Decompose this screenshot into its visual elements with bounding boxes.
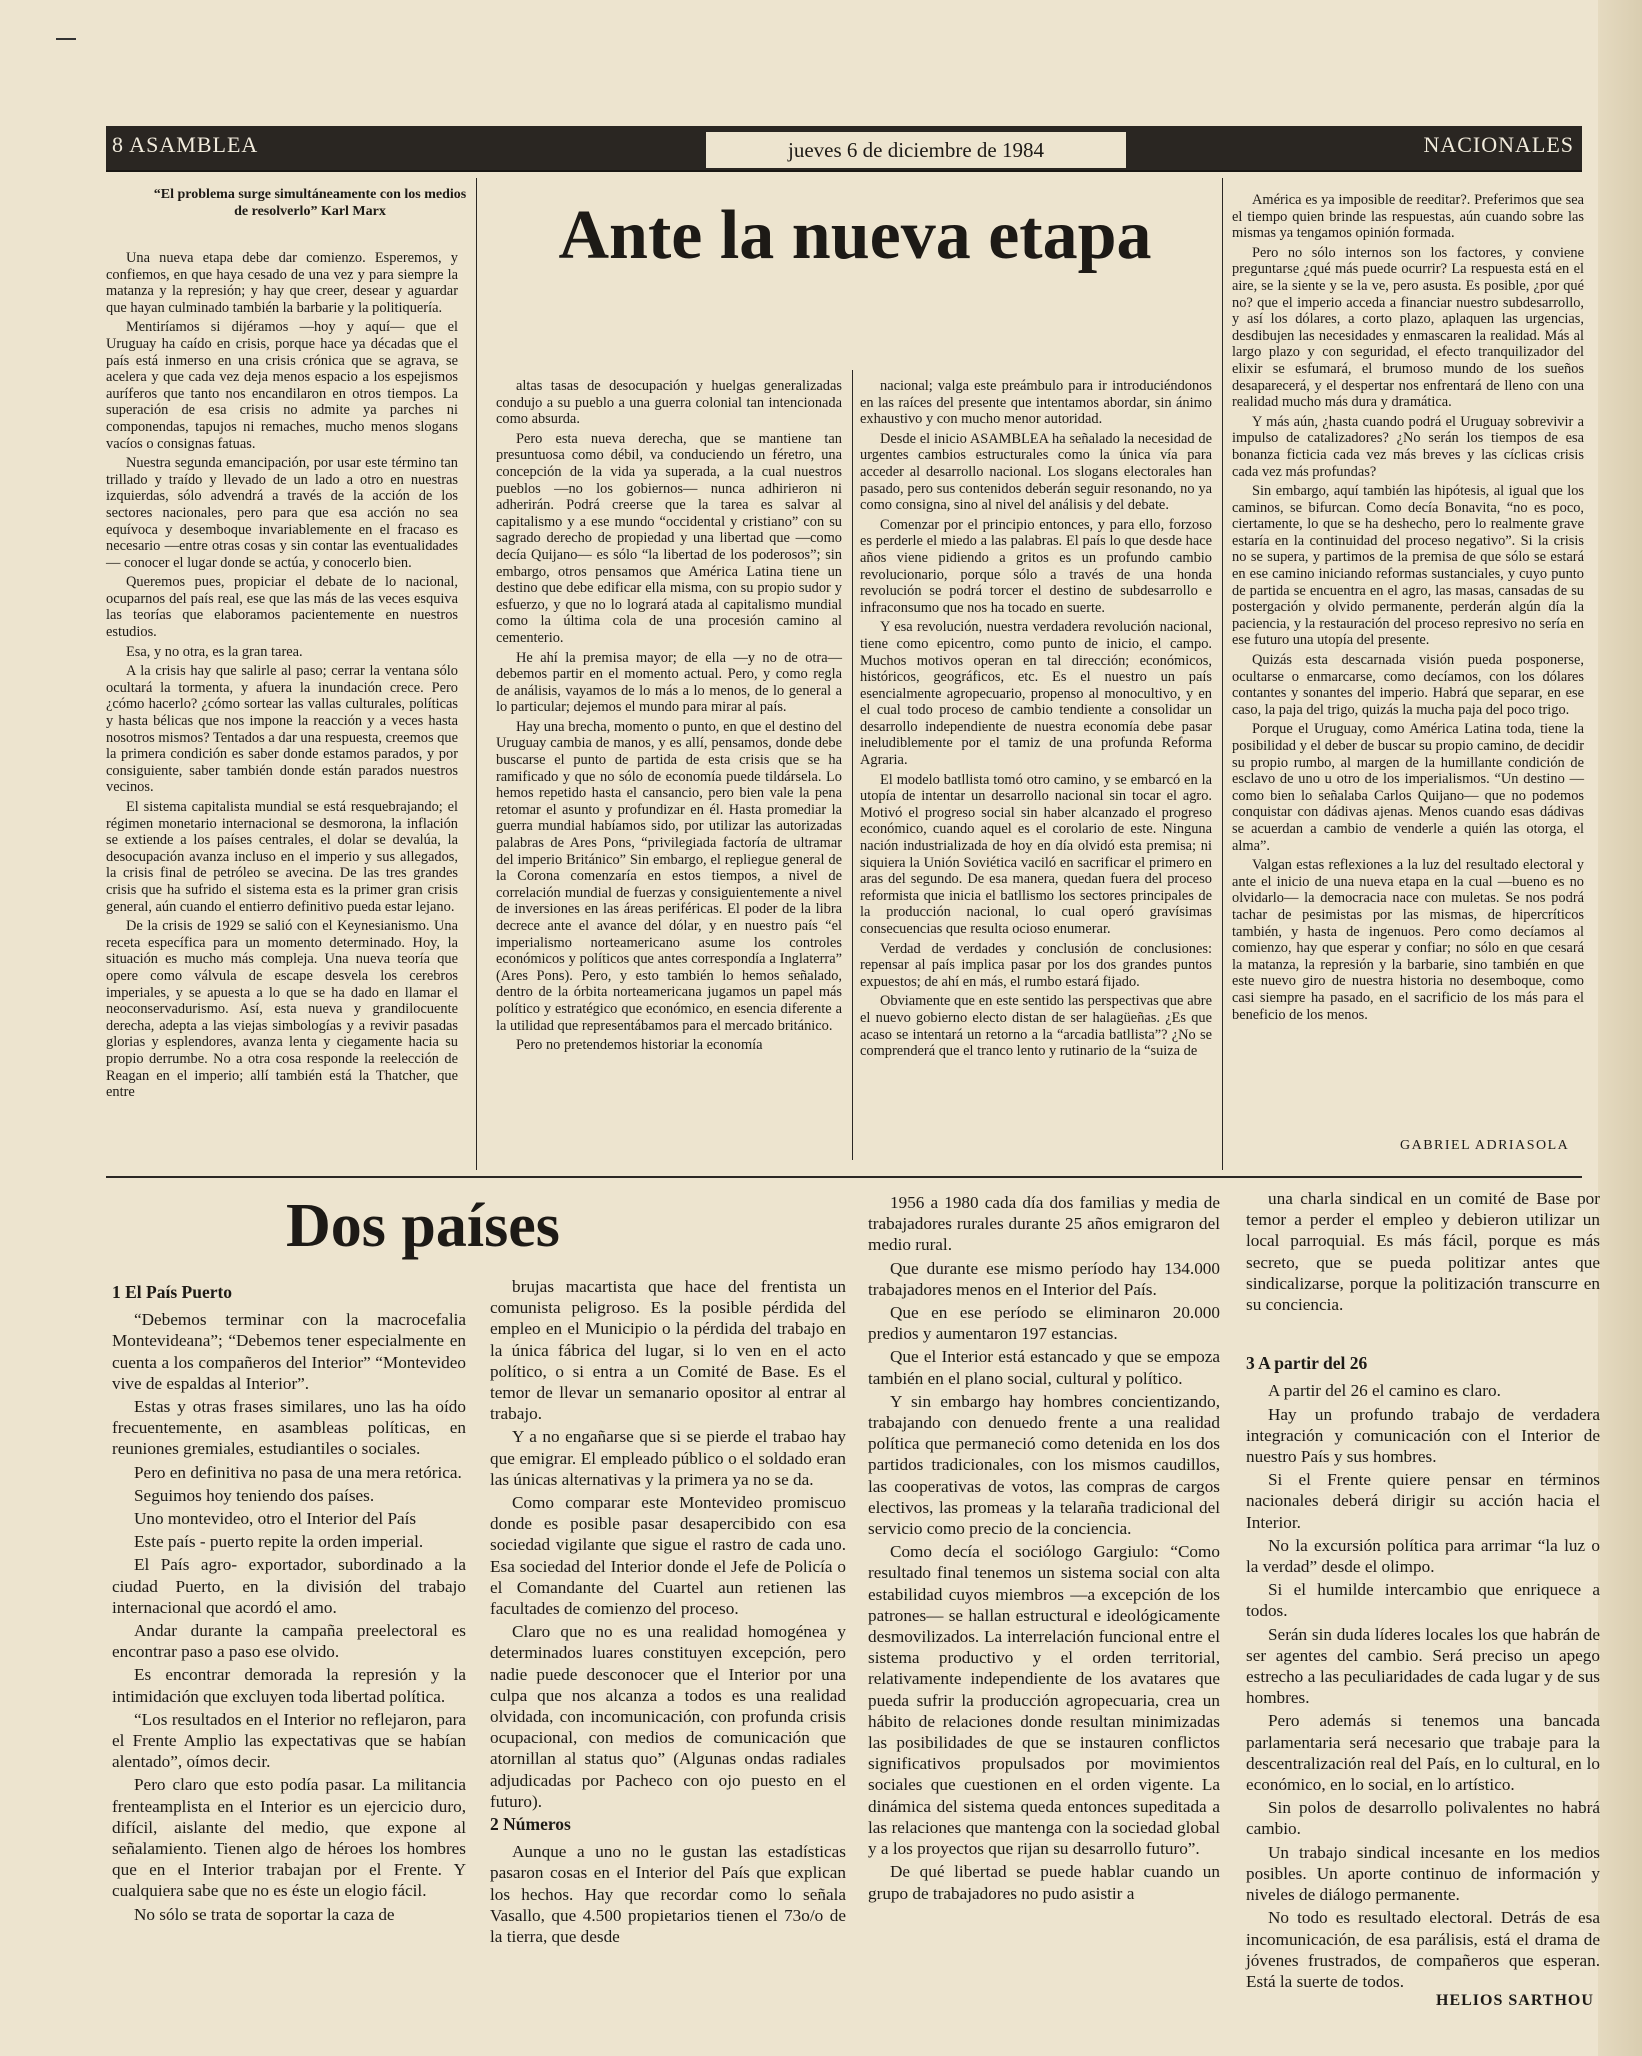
paragraph: Esa, y no otra, es la gran tarea. bbox=[126, 643, 303, 660]
paragraph: El modelo batllista tomó otro camino, y se embarcó en la utopía de intentar un desarrollo nacional sin tocar el agro. Motivó el progreso social sin haber alcanzado el progreso económico, cuando aquel es el corolario de este. Ninguna nación industrializada de hoy en día olvidó esta premisa; ni siquiera la Unión Soviética vaciló en sacrificar el primero en aras del segundo. De esa manera, quedan fuera del proceso reformista que inicia el batllismo los sectores principales de la producción nacional, lo cual operó gravísimas consecuencias que resulta ocioso enumerar. bbox=[860, 771, 1212, 937]
article1-column-1 bbox=[106, 250, 458, 1170]
article1-epigraph: “El problema surge simultáneamente con los medios de resolverlo” Karl Marx bbox=[153, 187, 467, 219]
article2-subheading-1: 1 El País Puerto bbox=[112, 1282, 233, 1302]
page-header bbox=[106, 126, 1582, 172]
article2-headline: Dos países bbox=[286, 1192, 560, 1260]
paragraph: 1956 a 1980 cada día dos familias y media de trabajadores rurales durante 25 años emigraron del medio rural. bbox=[868, 1193, 1220, 1255]
article2-column-2 bbox=[490, 1276, 846, 2016]
paragraph: Sin embargo, aquí también las hipótesis, al igual que los caminos, se bifurcan. Como decía Bonavita, “no es poco, ciertamente, lo que se ha deshecho, pero lo realmente grave estaría en la continuidad del proceso negativo”. Si la crisis no se supera, y partimos de la premisa de que sólo se estará en ese camino iniciando reformas sustanciales, y cuyo punto de partida se encuentra en el agro, las masas, cansadas de su postergación y olvido permanente, perderán algún día la paciencia, y la restauración del proceso represivo no sería en ese futuro una utopía del presente. bbox=[1232, 483, 1584, 649]
paragraph: nacional; valga este preámbulo para ir introduciéndonos en las raíces del presente que intentamos abordar, sin ánimo exhaustivo y con mucho menor autoridad. bbox=[860, 378, 1212, 428]
paragraph: Claro que no es una realidad homogénea y determinados luares constituyen excepción, pero nadie puede desconocer que el Interior por una culpa que nos alcanza a todos es una realidad olvidada, con incomunicación, con profunda crisis ocupacional, con medios de comunicación que atornillan al status quo” (Algunas ondas radiales adjudicadas por Pacheco con ojo puesto en el futuro). bbox=[490, 1622, 846, 1811]
paragraph: El sistema capitalista mundial se está resquebrajando; el régimen monetario internacional se desmorona, la inflación se extiende a los países centrales, el dolar se devalúa, la desocupación avanza incluso en el imperio y sus allegados, la crisis final de petróleo se avecina. De las tres grandes crisis que ha sufrido el sistema esta es la primer gran crisis general, aún cuando el entierro definitivo pueda estar lejano. bbox=[106, 799, 458, 915]
paragraph: Como decía el sociólogo Gargiulo: “Como resultado final tenemos un sistema social con alta estabilidad cuyos miembros —a excepción de los patrones— se hallan estructural e ideológicamente desmovilizados. La interrelación funcional entre el sistema productivo y el orden territorial, relativamente independiente de los avatares que pueda sufrir la producción agropecuaria, crea un hábito de relaciones donde resultan minimizadas las posibilidades de que se instauren conflictos significativos propulsados por movimientos sociales que cuestionen en el orden vigente. La dinámica del sistema queda entonces supeditada a las relaciones que mantenga con la sociedad global y a los proyectos que rijan su desarrollo futuro”. bbox=[868, 1542, 1220, 1859]
section-name: NACIONALES bbox=[1423, 132, 1574, 157]
article2-column-2-text-b bbox=[490, 1841, 846, 1947]
paragraph: Uno montevideo, otro el Interior del País bbox=[134, 1509, 417, 1529]
page-number-masthead: 8 ASAMBLEA bbox=[112, 132, 259, 157]
paragraph: Hay una brecha, momento o punto, en que el destino del Uruguay cambia de manos, y es allí, pensamos, donde debe buscarse el punto de partida de esta crisis que se ha ramificado y que no sólo de economía puede tildársela. Lo hemos repetido hasta el cansancio, pero bien vale la pena retomar el asunto y profundizar en él. Hasta promediar la guerra mundial habíamos sido, por utilizar las autorizadas palabras de Ares Pons, “privilegiada factoría de ultramar del imperio Británico” Sin embargo, el repliegue general de la Corona comenzaría en estos tiempos, a nivel de correlación mundial de fuerzas y consiguientemente a nivel de inversiones en las áreas periféricas. El poder de la libra decrece ante el avance del dólar, y en nuestro país “el imperialismo norteamericano asume los controles económicos y políticos que antes correspondía a Inglaterra” (Ares Pons). Pero, y esto también lo hemos señalado, dentro de la órbita norteamericana jugamos un papel más político y estratégico que económico, en esencia diferente a la utilidad que representábamos para el mercado británico. bbox=[496, 718, 842, 1034]
article2-column-2-text bbox=[490, 1276, 846, 1812]
paragraph: Y esa revolución, nuestra verdadera revolución nacional, tiene como epicentro, como punto de inicio, el campo. Muchos motivos operan en tal dirección; económicos, históricos, geográficos, etc. Es el nuestro un país esencialmente agropecuario, propenso al monocultivo, y en el cual todo proceso de cambio tendiente a consolidar un desarrollo independiente de nuestra economía debe pasar ineludiblemente por el tamiz de una profunda Reforma Agraria. bbox=[860, 619, 1212, 769]
column-rule bbox=[852, 370, 853, 1160]
article2-column-1 bbox=[112, 1282, 466, 2002]
paragraph: Un trabajo sindical incesante en los medios posibles. Un aporte continuo de información y niveles de diálogo permanente. bbox=[1246, 1842, 1600, 1905]
paragraph: brujas macartista que hace del frentista un comunista peligroso. Es la posible pérdida del empleo en el Municipio o la pérdida del trabajo en la única fábrica del lugar, si lo ven en el acto político, o si entra a un Comité de Base. Es el temor de llevar un semanario opositor al entrar al trabajo. bbox=[490, 1277, 846, 1424]
paragraph: Aunque a uno no le gustan las estadísticas pasaron cosas en el Interior del País que explican los hechos. Hay que recordar como lo señala Vasallo, que 4.500 propietarios tienen el 73o/o de la tierra, que desde bbox=[490, 1842, 846, 1947]
column-rule bbox=[476, 178, 477, 1170]
paragraph: Mentiríamos si dijéramos —hoy y aquí— que el Uruguay ha caído en crisis, porque hace ya décadas que el país está inmerso en una crisis crónica que se agrava, se acelera y que cada vez deja menos espacio a los espejismos auríferos que tanto nos encandilaron en otros tiempos. La superación de esa crisis no admite ya parches ni componendas, tapujos ni remaches, mucho menos slogans vacíos o consignas fatuas. bbox=[106, 319, 458, 452]
article1-column-4 bbox=[1232, 192, 1584, 1132]
paragraph: No todo es resultado electoral. Detrás de esa incomunicación, de esa parálisis, está el drama de jóvenes frustrados, de compañeros que esperan. Está la suerte de todos. bbox=[1246, 1908, 1600, 1991]
paragraph: Que durante ese mismo período hay 134.000 trabajadores menos en el Interior del País. bbox=[868, 1258, 1220, 1299]
article1-column-3 bbox=[860, 378, 1212, 1168]
paragraph: Es encontrar demorada la represión y la intimidación que excluyen toda libertad política. bbox=[112, 1665, 466, 1706]
article2-subheading-3: 3 A partir del 26 bbox=[1246, 1353, 1368, 1374]
paragraph: “Los resultados en el Interior no reflejaron, para el Frente Amplio las expectativas que se habían alentado”, oímos decir. bbox=[112, 1709, 466, 1772]
paragraph: Que en ese período se eliminaron 20.000 predios y aumentaron 197 estancias. bbox=[868, 1303, 1220, 1344]
article1-headline: Ante la nueva etapa bbox=[558, 197, 1152, 274]
paragraph: Pero además si tenemos una bancada parlamentaria será necesario que trabaje para la descentralización real del País, en lo cultural, en lo económico, en lo social, en lo artístico. bbox=[1246, 1711, 1600, 1795]
paragraph: Pero no sólo internos son los factores, y conviene preguntarse ¿qué más puede ocurrir? La respuesta está en el aire, se la siente y se la ve, pero asusta. Es posible, ¿por qué no? que el imperio acceda a financiar nuestro subdesarrollo, y así los dólares, a corto plazo, aplaquen las urgencias, desdibujen las necesidades y enmascaren la realidad. Más al largo plazo y con seguridad, el efecto tranquilizador del elixir se esfumará, el brumoso mundo de los sueños desaparecerá, y el despertar nos enfrentará de lleno con una realidad mucho más dura y dramática. bbox=[1232, 244, 1584, 411]
paragraph: Que el Interior está estancado y que se empoza también en el plano social, cultural y político. bbox=[868, 1347, 1220, 1388]
paragraph: De qué libertad se puede hablar cuando un grupo de trabajadores no pudo asistir a bbox=[868, 1862, 1220, 1903]
issue-date: jueves 6 de diciembre de 1984 bbox=[706, 132, 1126, 168]
paragraph: No sólo se trata de soportar la caza de bbox=[134, 1904, 395, 1924]
article2-column-4 bbox=[1246, 1188, 1600, 1991]
article2-column-4-text bbox=[1246, 1380, 1600, 1992]
paragraph: Este país - puerto repite la orden imperial. bbox=[134, 1532, 424, 1552]
article1-column-2 bbox=[496, 378, 842, 1178]
paragraph: El País agro- exportador, subordinado a la ciudad Puerto, en la división del trabajo internacional que acordó el amo. bbox=[112, 1555, 466, 1617]
paragraph: Queremos pues, propiciar el debate de lo nacional, ocuparnos del país real, ese que las más de las veces esquiva las teorías que elaboramos pacientemente en nuestros estudios. bbox=[106, 574, 458, 641]
paragraph: Quizás esta descarnada visión pueda posponerse, ocultarse o enmarcarse, como decíamos, con los dólares contantes y sonantes del imperio. Habrá que separar, en ese caso, la paja del trigo, quizás la mucha paja del poco trigo. bbox=[1232, 652, 1584, 718]
print-mark bbox=[56, 38, 76, 40]
paragraph: Nuestra segunda emancipación, por usar este término tan trillado y traído y llevado de un lado a otro en nuestras izquierdas, sólo advendrá a través de la acción de los sectores nacionales, pero para que esa acción no sea equívoca y desemboque invariablemente en el fracaso es necesario —entre otras cosas y sin contar las eventualidades— conocer el lugar donde se actúa, y conocerlo bien. bbox=[106, 455, 458, 571]
paragraph: una charla sindical en un comité de Base por temor a perder el empleo y debieron utilizar un local parroquial. Es más fácil, porque es más secreto, que se pueda politizar antes que sindicalizarse, porque la politización transcurre en su conciencia. bbox=[1246, 1189, 1600, 1315]
paragraph: Pero en definitiva no pasa de una mera retórica. bbox=[134, 1462, 462, 1482]
paragraph: Como comparar este Montevideo promiscuo donde es posible pasar desapercibido con esa sociedad vigilante que sigue el rastro de cada uno. Esa sociedad del Interior donde el Jefe de Policía o el Comandante del Cuartel aun retienen las facultades de comienzo del proceso. bbox=[490, 1493, 846, 1619]
paragraph: América es ya imposible de reeditar?. Preferimos que sea el tiempo quien brinde las respuestas, aún cuando sobre las mismas ya tengamos opinión formada. bbox=[1232, 192, 1584, 242]
paragraph: Verdad de verdades y conclusión de conclusiones: repensar al país implica pasar por los dos grandes puntos expuestos; de ahí en más, el rumbo estará fijado. bbox=[860, 940, 1212, 990]
article2-column-4-text-a bbox=[1246, 1188, 1600, 1315]
paragraph: Pero no pretendemos historiar la economía bbox=[516, 1037, 763, 1054]
paragraph: Si el Frente quiere pensar en términos nacionales deberá dirigir su acción hacia el Interior. bbox=[1246, 1470, 1600, 1532]
paragraph: “Debemos terminar con la macrocefalia Montevideana”; “Debemos tener especialmente en cuenta a los compañeros del Interior” “Montevideo vive de espaldas al Interior”. bbox=[112, 1310, 466, 1393]
paragraph: Y a no engañarse que si se pierde el trabao hay que emigrar. El empleado público o el soldado eran las únicas alternativas y la primera ya no se da. bbox=[490, 1427, 846, 1489]
paragraph: altas tasas de desocupación y huelgas generalizadas condujo a su pueblo a una guerra colonial tan intencionada como absurda. bbox=[496, 378, 842, 428]
paragraph: Hay un profundo trabajo de verdadera integración y comunicación con el Interior de nuestro País y sus hombres. bbox=[1246, 1404, 1600, 1467]
article2-column-3 bbox=[868, 1192, 1220, 2012]
paragraph: Seguimos hoy teniendo dos países. bbox=[134, 1485, 375, 1505]
section-divider bbox=[106, 1176, 1582, 1178]
paragraph: Si el humilde intercambio que enriquece a todos. bbox=[1246, 1580, 1600, 1621]
column-rule bbox=[1222, 178, 1223, 1170]
paragraph: A partir del 26 el camino es claro. bbox=[1268, 1381, 1501, 1401]
article2-byline: HELIOS SARTHOU bbox=[1436, 1992, 1594, 2009]
article2-column-3-text bbox=[868, 1192, 1220, 1904]
paragraph: Valgan estas reflexiones a la luz del resultado electoral y ante el inicio de una nueva etapa en la cual —bueno es no olvidarlo— la democracia nace con muletas. Se nos podrá tachar de pesimistas por las mismas, de hipercríticos también, y hasta de ingenuos. Pero como decíamos al comienzo, hay que esperar y confiar; no sólo en que cesará la matanza, la represión y la barbarie, sino también en que este nuevo giro de nuestra historia no desemboque, como casi siempre ha pasado, en el sacrificio de los más para el beneficio de los menos. bbox=[1232, 857, 1584, 1023]
paragraph: Una nueva etapa debe dar comienzo. Esperemos, y confiemos, en que haya cesado de una vez y para siempre la matanza y la represión; y hay que creer, desear y aguardar que hayan culminado también la barbarie y la politiquería. bbox=[106, 250, 458, 316]
paragraph: Obviamente que en este sentido las perspectivas que abre el nuevo gobierno electo distan de ser halagüeñas. ¿Es que acaso se intentará un retorno a la “arcadia batllista”? ¿No se comprenderá que el tranco lento y rutinario de la “suiza de bbox=[860, 993, 1212, 1060]
paragraph: No la excursión política para arrimar “la luz o la verdad” desde el olimpo. bbox=[1246, 1535, 1600, 1577]
article2-subheading-2: 2 Números bbox=[490, 1814, 571, 1835]
paragraph: A la crisis hay que salirle al paso; cerrar la ventana sólo ocultará la tormenta, y afuera la inundación crece. Pero ¿cómo hacerlo? ¿cómo sortear las vallas culturales, políticas y hasta bélicas que nos impone la reacción y a veces hasta nosotros mismos? Tentados a dar una respuesta, creemos que la primera condición es saber donde estamos parados, y por consiguiente, saber también donde están parados nuestros vecinos. bbox=[106, 663, 458, 796]
paragraph: Pero claro que esto podía pasar. La militancia frenteamplista en el Interior es un ejercicio duro, difícil, aislante del medio, que expone al señalamiento. Tienen algo de héroes los hombres que en el Interior trabajan por el Frente. Y cualquiera sabe que no es éste un elogio fácil. bbox=[112, 1775, 466, 1901]
article2-column-1-text bbox=[112, 1309, 466, 1925]
paragraph: Porque el Uruguay, como América Latina toda, tiene la posibilidad y el deber de buscar su propio camino, de decidir su propio rumbo, al margen de la humillante condición de esclavo de uno u otro de los imperialismos. “Un destino —como bien lo señalaba Carlos Quijano— que no podemos conquistar con dádivas ajenas. Menos cuando esas dádivas se acuerdan a cambio de venderle a quién las otorga, el alma”. bbox=[1232, 721, 1584, 854]
page-fold-edge bbox=[1598, 0, 1642, 2056]
paragraph: De la crisis de 1929 se salió con el Keynesianismo. Una receta específica para un momento determinado. Hoy, la situación es mucho más compleja. Una nueva teoría que opere como válvula de escape desvela los cerebros imperiales, y se apuesta a lo que se ha dado en llamar el neoconservadurismo. Así, esta nueva y grandilocuente derecha, adepta a las viejas simbologías y a revivir pasadas glorias y esplendores, avanza lenta y ciegamente hacia su propio derrumbe. No a otra cosa responde la reelección de Reagan en el imperio; allí también está la Thatcher, que entre bbox=[106, 918, 458, 1101]
paragraph: Comenzar por el principio entonces, y para ello, forzoso es perderle el miedo a las palabras. El país lo que desde hace años viene pidiendo a gritos es un profundo cambio revolucionario, porque sólo a través de una honda revolución se podrá torcer el destino de subdesarrollo e infraconsumo que nos ha tocado en suerte. bbox=[860, 516, 1212, 616]
article1-byline: GABRIEL ADRIASOLA bbox=[1400, 1138, 1570, 1153]
paragraph: Desde el inicio ASAMBLEA ha señalado la necesidad de urgentes cambios estructurales como la única vía para acceder al desarrollo nacional. Los slogans electorales han pasado, pero sus contenidos deberán seguir resonando, no ya como consigna, sino al nivel del análisis y del debate. bbox=[860, 430, 1212, 514]
paragraph: Serán sin duda líderes locales los que habrán de ser agentes del cambio. Será preciso un apego estrecho a las peculiaridades de cada lugar y de sus hombres. bbox=[1246, 1624, 1600, 1708]
paragraph: Andar durante la campaña preelectoral es encontrar paso a paso ese olvido. bbox=[112, 1621, 466, 1662]
paragraph: Y más aún, ¿hasta cuando podrá el Uruguay sobrevivir a impulso de catalizadores? ¿No serán los tiempos de esa bonanza ficticia cada vez más breves y las cíclicas crisis cada vez más profundas? bbox=[1232, 413, 1584, 480]
paragraph: Sin polos de desarrollo polivalentes no habrá cambio. bbox=[1246, 1798, 1600, 1839]
paragraph: Y sin embargo hay hombres concientizando, trabajando con denuedo frente a una realidad política que permaneció como detenida en los dos partidos tradicionales, con los mismos caudillos, las cooperativas de votos, las compras de cargos electivos, las promeas y la telaraña tradicional del servicio como precio de la conciencia. bbox=[868, 1391, 1220, 1539]
paragraph: He ahí la premisa mayor; de ella —y no de otra— debemos partir en el momento actual. Pero, y como regla de análisis, vayamos de lo más a lo menos, de lo general a lo particular; dejemos el mundo para mirar al país. bbox=[496, 649, 842, 716]
paragraph: Pero esta nueva derecha, que se mantiene tan presuntuosa como débil, va conduciendo un féretro, una concepción de la vida ya superada, a la cual nuestros pueblos —no los gobiernos— nunca adhirieron ni adherirán. Podrá creerse que la tarea es salvar al capitalismo y a ese mundo “occidental y cristiano” con su sagrado derecho de propiedad y una libertad que —como decía Quijano— es sólo “la libertad de los poderosos”; sin embargo, otros pensamos que América Latina tiene un destino que debe edificar ella misma, con su propio sudor y esfuerzo, y que no lo logrará atada al capitalismo mundial como la última cola de una procesión camino al cementerio. bbox=[496, 430, 842, 646]
paragraph: Estas y otras frases similares, uno las ha oído frecuentemente, en asambleas políticas, en reuniones gremiales, estudiantiles o sociales. bbox=[112, 1397, 466, 1459]
